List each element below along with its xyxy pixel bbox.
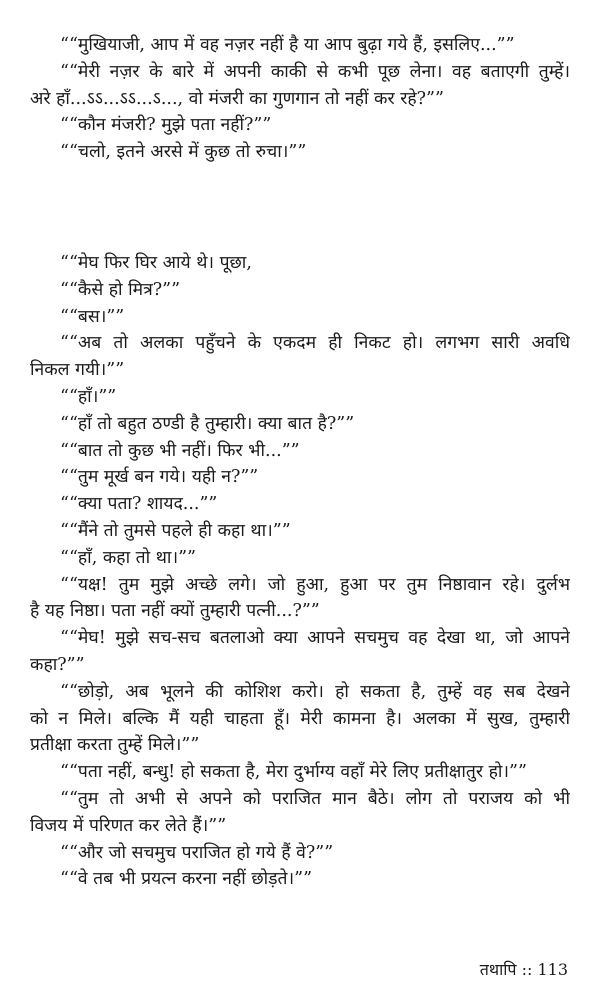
text-line: ““मेरी नज़र के बारे में अपनी काकी से कभी पूछ लेना। वह बताएगी तुम्हें। [60,61,570,82]
text-line: ““चलो, इतने अरसे में कुछ तो रुचा।”” [60,142,307,163]
text-line: ““मेघ फिर घिर आये थे। पूछा, [60,253,252,273]
text-line: ““क्या पता? शायद...”” [60,494,218,515]
text-line: प्रतीक्षा करता तुम्हें मिले।”” [30,735,200,756]
text-line: ““बात तो कुछ भी नहीं। फिर भी...”” [60,440,300,461]
text-line: ““मुखियाजी, आप में वह नज़र नहीं है या आप बुढ़ा गये हैं, इसलिए...”” [60,35,515,55]
dialogue-section-1 [30,32,570,166]
page-footer: तथापि :: 113 [479,960,568,979]
text-line: ““कैसे हो मित्र?”” [60,279,181,300]
text-line: ““हाँ।”” [60,386,117,407]
text-line: ““छोड़ो, अब भूलने की कोशिश करो। हो सकता है, तुम्हें वह सब देखने [60,681,570,702]
text-line: ““वे तब भी प्रयत्न करना नहीं छोड़ते।”” [60,869,313,890]
text-line: ““यक्ष! तुम मुझे अच्छे लगे। जो हुआ, हुआ पर तुम निष्ठावान रहे। दुर्लभ [60,574,570,595]
text-line: ““और जो सचमुच पराजित हो गये हैं वे?”” [60,842,334,863]
text-line: ““मैंने तो तुमसे पहले ही कहा था।”” [60,520,291,541]
text-line: ““तुम तो अभी से अपने को पराजित मान बैठे। लोग तो पराजय को भी [60,788,570,809]
text-line: ““मेघ! मुझे सच-सच बतलाओ क्या आपने सचमुच वह देखा था, जो आपने [60,628,570,649]
text-line: ““कौन मंजरी? मुझे पता नहीं?”” [60,115,272,136]
text-line: ““हाँ तो बहुत ठण्डी है तुम्हारी। क्या बात है?”” [60,413,355,434]
text-line: है यह निष्ठा। पता नहीं क्यों तुम्हारी पत्नी...?”” [30,601,320,622]
text-line: ““तुम मूर्ख बन गये। यही न?”” [60,467,259,488]
text-line: ““बस।”” [60,306,125,327]
text-line: निकल गयी।”” [30,360,125,381]
text-line: ““पता नहीं, बन्धु! हो सकता है, मेरा दुर्भाग्य वहाँ मेरे लिए प्रतीक्षातुर हो।”” [60,762,527,783]
text-line: कहा?”” [30,654,85,675]
text-line: ““हाँ, कहा तो था।”” [60,547,196,568]
text-line: अरे हाँ...ऽऽ...ऽऽ...ऽ..., वो मंजरी का गुणगान तो नहीं कर रहे?”” [30,88,444,109]
dialogue-section-2 [30,250,570,893]
text-line: को न मिले। बल्कि मैं यही चाहता हूँ। मेरी कामना है। अलका में सुख, तुम्हारी [30,708,570,729]
text-line: विजय में परिणत कर लेते हैं।”” [30,815,227,836]
text-line: ““अब तो अलका पहुँचने के एकदम ही निकट हो। लगभग सारी अवधि [60,333,570,354]
